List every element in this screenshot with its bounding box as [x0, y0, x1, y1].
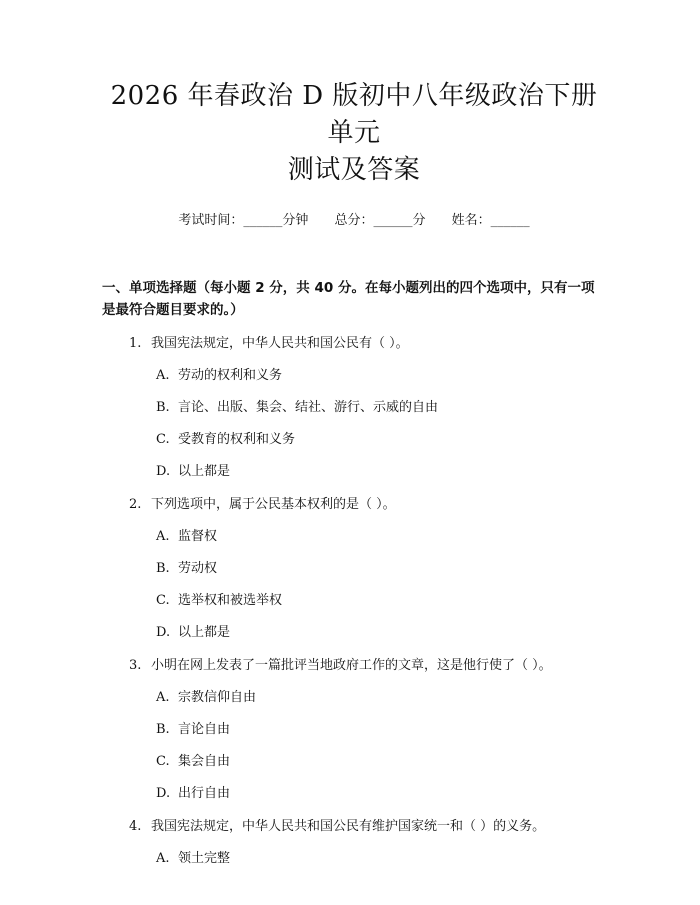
question-1 [129, 334, 604, 354]
option-letter: A. [156, 851, 170, 866]
question-number: 4. [129, 819, 142, 834]
option-3a [156, 688, 604, 708]
option-text: 监督权 [178, 529, 218, 544]
option-2c [156, 591, 604, 611]
option-letter: D. [156, 786, 171, 801]
question-3 [129, 656, 604, 676]
option-letter: C. [156, 432, 170, 447]
option-text: 出行自由 [178, 786, 231, 801]
section-heading: 一、单项选择题（每小题 2 分，共 40 分。在每小题列出的四个选项中，只有一项是最符合题目要求的。） [102, 280, 595, 318]
option-letter: A. [156, 690, 170, 705]
option-text: 劳动的权利和义务 [178, 368, 283, 383]
option-text: 以上都是 [178, 464, 231, 479]
option-letter: D. [156, 625, 171, 640]
question-text: 我国宪法规定，中华人民共和国公民有（ ）。 [151, 336, 409, 351]
option-2d [156, 623, 604, 643]
option-text: 以上都是 [178, 625, 231, 640]
option-1d [156, 462, 604, 482]
question-text: 小明在网上发表了一篇批评当地政府工作的文章，这是他行使了（ ）。 [151, 658, 552, 673]
option-text: 劳动权 [178, 561, 218, 576]
exam-name: 姓名：______ [451, 213, 530, 228]
question-number: 2. [129, 497, 142, 512]
option-4a [156, 849, 604, 869]
option-letter: B. [156, 400, 170, 415]
option-text: 言论自由 [178, 722, 231, 737]
option-text: 言论、出版、集会、结社、游行、示威的自由 [178, 400, 439, 415]
option-letter: C. [156, 754, 170, 769]
option-letter: B. [156, 722, 170, 737]
option-text: 选举权和被选举权 [178, 593, 283, 608]
question-number: 1. [129, 336, 142, 351]
question-text: 下列选项中，属于公民基本权利的是（ ）。 [151, 497, 396, 512]
option-3c [156, 752, 604, 772]
option-letter: B. [156, 561, 170, 576]
question-text: 我国宪法规定，中华人民共和国公民有维护国家统一和（ ）的义务。 [151, 819, 546, 834]
option-letter: C. [156, 593, 170, 608]
option-3b [156, 720, 604, 740]
question-2 [129, 495, 604, 515]
option-letter: A. [156, 368, 170, 383]
option-letter: D. [156, 464, 171, 479]
title-line-1: 2026 年春政治 D 版初中八年级政治下册单元 [110, 81, 598, 148]
option-text: 集会自由 [178, 754, 231, 769]
option-text: 宗教信仰自由 [178, 690, 257, 705]
exam-time: 考试时间：______分钟 [178, 213, 309, 228]
question-4 [129, 817, 604, 837]
title-line-2: 测试及答案 [287, 155, 421, 185]
option-text: 受教育的权利和义务 [178, 432, 296, 447]
option-1c [156, 430, 604, 450]
option-1a [156, 366, 604, 386]
option-letter: A. [156, 529, 170, 544]
option-text: 领土完整 [178, 851, 231, 866]
exam-score: 总分：______分 [334, 213, 426, 228]
option-2a [156, 527, 604, 547]
option-3d [156, 784, 604, 804]
question-number: 3. [129, 658, 142, 673]
option-1b [156, 398, 604, 418]
document-title [104, 0, 604, 189]
exam-info [104, 211, 604, 231]
option-2b [156, 559, 604, 579]
